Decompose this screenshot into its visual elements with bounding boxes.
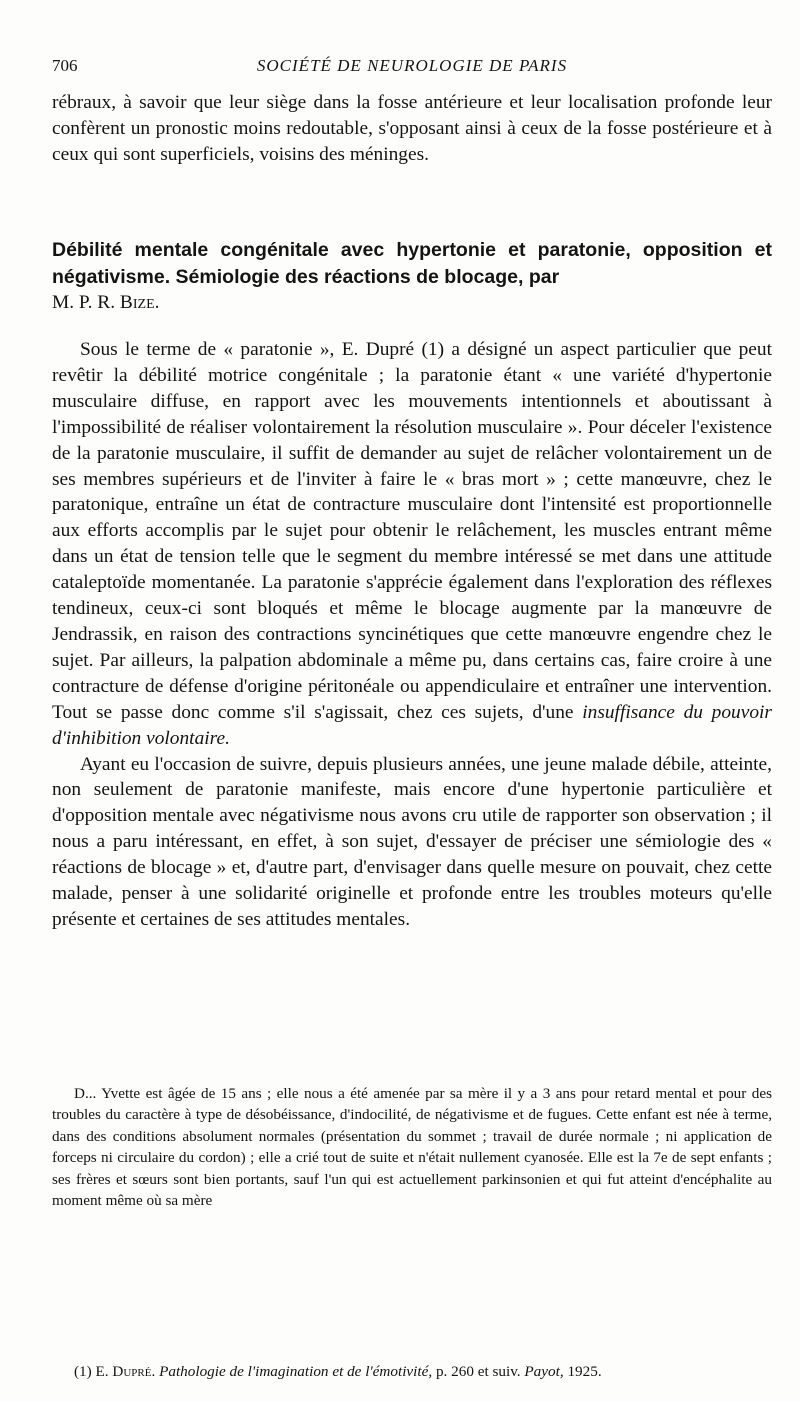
article-title-block [52, 237, 772, 316]
footnote [52, 1362, 772, 1382]
intro-block [52, 90, 772, 168]
paragraph-paratonie-text: Sous le terme de « paratonie », E. Dupré (1) a désigné un aspect particulier que peut revêtir la débilité motrice congénitale ; la paratonie étant « une variété d'hypertonie musculaire diffuse, en rapport avec les mouvements intentionnels et aboutissant à l'impossibilité de réaliser volontairement la résolution musculaire ». Pour déceler l'existence de la paratonie musculaire, il suffit de demander au sujet de relâcher volontairement un de ses membres supérieurs et de l'inviter à faire le « bras mort » ; cette manœuvre, chez le paratonique, entraîne un état de contracture musculaire dont l'intensité est proportionnelle aux efforts accomplis par le sujet pour obtenir le relâchement, les muscles entrant même dans un état de tension telle que le segment du membre intéressé se met dans une attitude cataleptoïde momentanée. La paratonie s'apprécie également dans l'exploration des réflexes tendineux, ceux-ci sont bloqués et même le blocage augmente par la manœuvre de Jendrassik, en raison des contractions syncinétiques que cette manœuvre engendre chez le sujet. Par ailleurs, la palpation abdominale a même pu, dans certains cas, faire croire à une contracture de défense d'origine péritonéale ou appendiculaire et entraîner une intervention. Tout se passe donc comme s'il s'agissait, chez ces sujets, d'une [52, 339, 772, 723]
author-prefix: M. P. R. [52, 292, 116, 313]
footnote-pages: p. 260 et suiv. [435, 1363, 521, 1380]
article-author [52, 290, 772, 316]
paragraph-paratonie-emphasis: insuffisance du pouvoir d'inhibition volontaire. [52, 701, 772, 749]
observation-text: D... Yvette est âgée de 15 ans ; elle nous a été amenée par sa mère il y a 3 ans pour retard mental et pour des troubles du caractère à type de désobéissance, d'indocilité, de négativisme et de fugues. Cette enfant est née à terme, dans des conditions absolument normales (présentation du sommet ; travail de durée normale ; ni application de forceps ni circulaire du cordon) ; elle a crié tout de suite et n'était nullement cyanosée. Elle est la 7e de sept enfants ; ses frères et sœurs sont bien portants, sauf l'un qui est actuellement parkinsonien et qui fut atteint d'encéphalite au moment même où sa mère [52, 1085, 772, 1210]
footnote-work: Pathologie de l'imagination et de l'émotivité, [159, 1363, 433, 1380]
observation-block [52, 1083, 772, 1211]
footnote-marker: (1) E. [74, 1363, 109, 1380]
footnote-author: Dupré. [112, 1363, 156, 1380]
article-title: Débilité mentale congénitale avec hypertonie et paratonie, opposition et négativisme. Sémiologie des réactions de blocage, par [52, 239, 772, 288]
footnote-year: 1925. [567, 1363, 602, 1380]
footnote-text [52, 1362, 772, 1382]
footnote-publisher: Payot, [524, 1363, 564, 1380]
article-body [52, 337, 772, 933]
running-title: SOCIÉTÉ DE NEUROLOGIE DE PARIS [256, 56, 568, 75]
page-number: 706 [52, 56, 78, 75]
author-name: Bize. [119, 292, 160, 313]
intro-paragraph: rébraux, à savoir que leur siège dans la fosse antérieure et leur localisation profonde leur confèrent un pronostic moins redoutable, s'opposant ainsi à ceux de la fosse postérieure et à ceux qui sont superficiels, voisins des méninges. [52, 92, 772, 165]
paragraph-paratonie [52, 337, 772, 752]
paragraph-observation-intro: Ayant eu l'occasion de suivre, depuis plusieurs années, une jeune malade débile, atteinte, non seulement de paratonie manifeste, mais encore d'une hypertonie particulière et d'opposition mentale avec négativisme nous avons cru utile de rapporter son observation ; il nous a paru intéressant, en effet, à son sujet, d'essayer de préciser une sémiologie des « réactions de blocage » et, d'autre part, d'envisager dans quelle mesure on pouvait, chez cette malade, penser à une solidarité originelle et profonde entre les troubles moteurs qu'elle présente et certaines de ses attitudes mentales. [52, 753, 772, 930]
